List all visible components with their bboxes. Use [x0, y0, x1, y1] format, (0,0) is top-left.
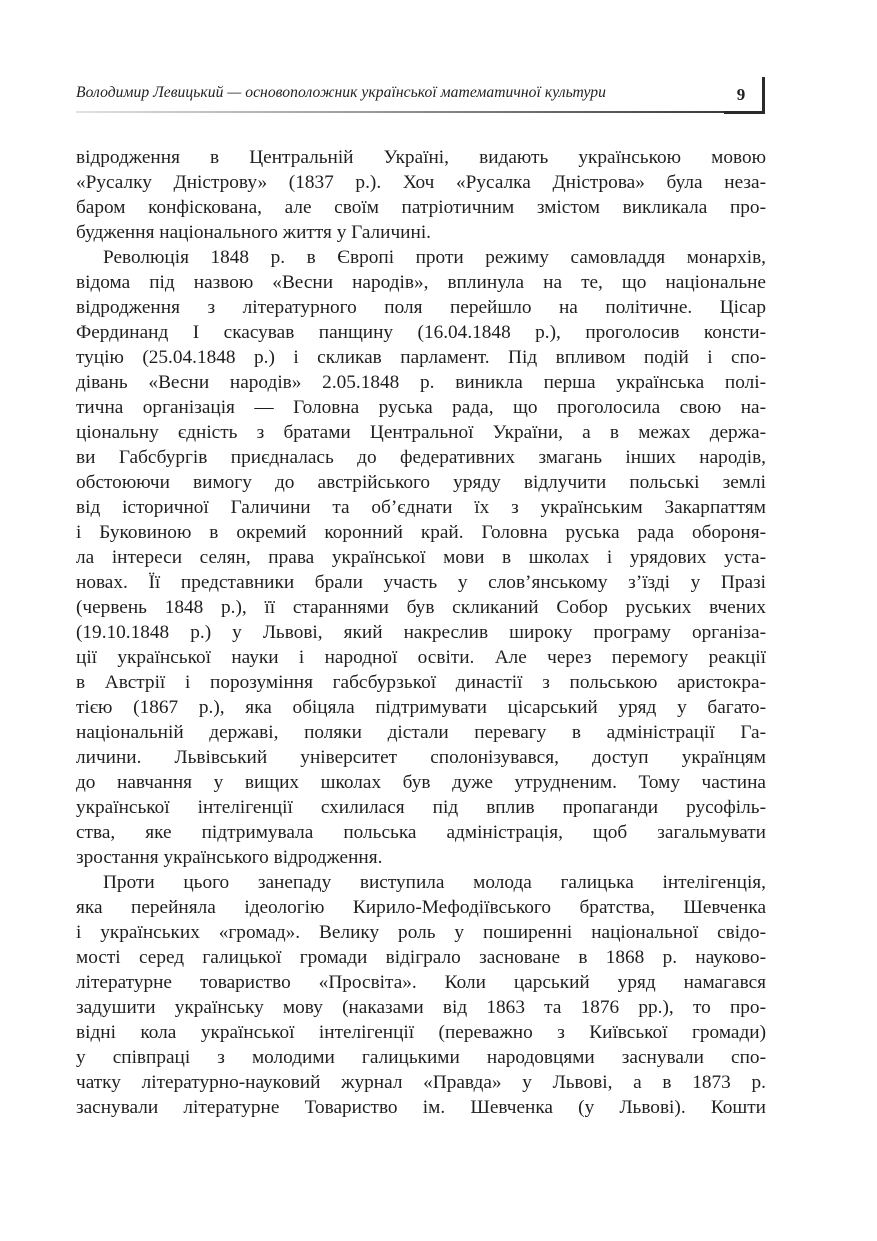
text-line: у співпраці з молодими галицькими народовцями заснували спо- — [76, 1047, 766, 1068]
text-line: задушити українську мову (наказами від 1863 та 1876 рр.), то про- — [76, 997, 766, 1018]
text-line: в Австрії і порозуміння габсбурзької династії з польською аристокра- — [76, 672, 766, 693]
text-line: личини. Львівський університет сполонізувався, доступ українцям — [76, 747, 766, 768]
text-line: заснували літературне Товариство ім. Шевченка (у Львові). Кошти — [76, 1097, 766, 1118]
header-rule — [76, 111, 724, 113]
text-line: до навчання у вищих школах був дуже утрудненим. Тому частина — [76, 772, 766, 793]
text-line: (червень 1848 р.), її стараннями був скликаний Собор руських вчених — [76, 597, 766, 618]
text-line: ції української науки і народної освіти. Але через перемогу реакції — [76, 647, 766, 668]
text-line: (19.10.1848 р.) у Львові, який накреслив широку програму організа- — [76, 622, 766, 643]
body-text — [76, 145, 766, 1120]
text-line: тична організація — Головна руська рада, що проголосила свою на- — [76, 397, 766, 418]
text-line: чатку літературно-науковий журнал «Правда» у Львові, а в 1873 р. — [76, 1072, 766, 1093]
text-line: і українських «громад». Велику роль у поширенні національної свідо- — [76, 922, 766, 943]
text-line: Проти цього занепаду виступила молода галицька інтелігенція, — [103, 872, 766, 893]
text-line: «Русалку Дністрову» (1837 р.). Хоч «Русалка Дністрова» була неза- — [76, 172, 766, 193]
text-line: ціональну єдність з братами Центральної України, а в межах держа- — [76, 422, 766, 443]
text-line: ства, яке підтримувала польська адміністрація, щоб загальмувати — [76, 822, 766, 843]
text-line: відома під назвою «Весни народів», вплинула на те, що національне — [76, 272, 766, 293]
text-line: яка перейняла ідеологію Кирило-Мефодіївського братства, Шевченка — [76, 897, 766, 918]
text-line: мості серед галицької громади відіграло засноване в 1868 р. науково- — [76, 947, 766, 968]
text-line: літературне товариство «Просвіта». Коли царський уряд намагався — [76, 972, 766, 993]
text-line: ви Габсбургів приєдналась до федеративних змагань інших народів, — [76, 447, 766, 468]
text-line: відродження з літературного поля перейшло на політичне. Цісар — [76, 297, 766, 318]
text-line: туцію (25.04.1848 р.) і скликав парламент. Під впливом подій і спо- — [76, 347, 766, 368]
text-line: відродження в Центральній Україні, видають українською мовою — [76, 147, 766, 168]
text-line: тією (1867 р.), яка обіцяла підтримувати цісарський уряд у багато- — [76, 697, 766, 718]
text-line: і Буковиною в окремий коронний край. Головна руська рада обороня- — [76, 522, 766, 543]
text-line: будження національного життя у Галичині. — [76, 222, 431, 243]
page-number-box — [724, 77, 765, 114]
text-line: від історичної Галичини та об’єднати їх з українським Закарпаттям — [76, 497, 766, 518]
text-line: Фердинанд I скасував панщину (16.04.1848 р.), проголосив консти- — [76, 322, 766, 343]
running-header — [76, 77, 766, 113]
text-line: зростання українського відродження. — [76, 847, 383, 868]
text-line: дівань «Весни народів» 2.05.1848 р. виникла перша українська полі- — [76, 372, 766, 393]
text-line: Революція 1848 р. в Європі проти режиму самовладдя монархів, — [103, 247, 766, 268]
text-line: відні кола української інтелігенції (переважно з Київської громади) — [76, 1022, 766, 1043]
text-line: новах. Її представники брали участь у слов’янському з’їзді у Празі — [76, 572, 766, 593]
page-number: 9 — [736, 85, 746, 104]
text-line: національній державі, поляки дістали перевагу в адміністрації Га- — [76, 722, 766, 743]
text-line: української інтелігенції схилилася під вплив пропаганди русофіль- — [76, 797, 766, 818]
text-line: ла інтереси селян, права української мови в школах і урядових уста- — [76, 547, 766, 568]
text-line: обстоюючи вимогу до австрійського уряду відлучити польські землі — [76, 472, 766, 493]
running-header-title: Володимир Левицький — основоположник української математичної культури — [76, 84, 606, 101]
text-line: баром конфіскована, але своїм патріотичним змістом викликала про- — [76, 197, 766, 218]
